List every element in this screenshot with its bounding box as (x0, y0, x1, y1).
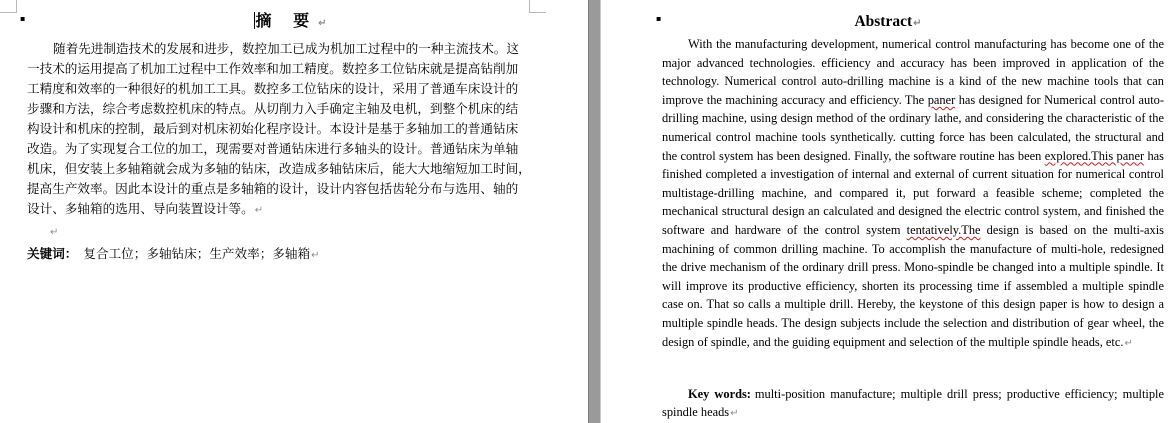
paragraph-mark-icon: ↵ (50, 227, 59, 238)
paragraph-mark-icon: ↵ (730, 408, 739, 419)
bullet-icon: ▪ (656, 14, 662, 23)
chinese-body-line: 构设计和机床的控制，最后到对机床初始化程序设计。本设计是基于多轴加工的普通钻床 (27, 121, 519, 136)
english-abstract-body (662, 35, 1164, 353)
english-body-text: design is based on the multi-axis machining of common drilling machine. To accomplish the manufacture of multi-hole, redesigned the drive mechanism of the ordinary drill press. Mono-spindle be changed into a multiple spindle. It will improve its productive efficiency, shorten its processing time if assembled a multiple spindle case on. That so calls a multiple drill. Hereby, the keystone of this design paper is how to design a multiple spindle heads. The design subjects include the selection and distribution of gear wheel, the design of spindle, and the guiding equipment and selection of the multiple spindle heads, etc. (662, 222, 1164, 349)
bullet-icon: ▪ (20, 14, 26, 23)
spelling-error-word[interactable]: explored.This paner (1044, 148, 1145, 163)
english-body-text: With the manufacturing development, numerical control manufacturing has become one of the major advanced technologies. efficiency and accuracy has been improved in application of the technology. Numerical control auto-drilling machine is a kind of the new machine tools that can improve the machining accuracy and efficiency. The (662, 37, 1164, 107)
paragraph-mark-icon: ↵ (318, 18, 335, 29)
chinese-body-line: 工精度和效率的一种很好的机加工工具。数控多工位钻床的设计，采用了普通车床设计的 (27, 81, 519, 96)
chinese-title (0, 11, 588, 34)
english-body-text: has finished completed a investigation of internal and external of current situation for numerical control multistage-drilling machine, and compared it, put forward a feasible scheme; completed the mechanical structural design an calculated and designed the electric control system, and finished the software and hardware of the control system (662, 148, 1164, 237)
chinese-keywords-label: 关键词： (27, 246, 78, 261)
paragraph-mark-icon: ↵ (254, 205, 264, 216)
chinese-body-line: 步骤和方法，综合考虑数控机床的特点。从切削力入手确定主轴及电机，到整个机床的结 (27, 101, 519, 116)
chinese-keywords-text: 复合工位；多轴钻床；生产效率；多轴箱 (83, 246, 311, 261)
english-body-text: has designed for Numerical control auto-drilling machine, using design method of the ordinary lathe, and considering the characteristic of the numerical control machine tools synthetically. cutting force has been calculated, the structural and the control system has been designed. Finally, the software routine has been (662, 92, 1164, 163)
chinese-body-line-last (27, 199, 530, 221)
chinese-title-text: 摘 要 (255, 11, 318, 30)
english-title-text: Abstract (854, 13, 913, 30)
paragraph-mark-icon: ↵ (311, 250, 320, 261)
page-english-abstract[interactable] (601, 0, 1175, 423)
chinese-body-line: 一技术的运用提高了机加工过程中工作效率和加工精度。数控多工位钻床就是提高钻削加 (27, 61, 519, 76)
spelling-error-word[interactable]: tentatively.The (906, 222, 981, 237)
english-keywords-text: multi-position manufacture; multiple drill press; productive efficiency; multiple spindle heads (662, 387, 1164, 419)
chinese-keywords (27, 244, 319, 266)
chinese-body-line: 改造。为了实现复合工位的加工，现需要对普通钻床进行多轴头的设计。普通钻床为单轴 (27, 141, 519, 156)
paragraph-mark-icon: ↵ (913, 18, 922, 29)
chinese-body-line: 提高生产效率。因此本设计的重点是多轴箱的设计，设计内容包括齿轮分布与选用、轴的 (27, 181, 519, 196)
english-title (601, 12, 1175, 34)
spelling-error-word[interactable]: paner (927, 92, 956, 107)
english-keywords (662, 385, 1164, 423)
text-cursor (254, 12, 255, 29)
chinese-abstract-body (27, 39, 530, 221)
paragraph-mark-icon: ↵ (1124, 337, 1133, 349)
chinese-body-line: 随着先进制造技术的发展和进步，数控加工已成为机加工过程中的一种主流技术。这 (53, 41, 519, 56)
chinese-body-line-text: 设计、多轴箱的选用、导向装置设计等。 (27, 201, 254, 216)
page-gutter (588, 0, 601, 423)
chinese-body-line: 机床，但安装上多轴箱就会成为多轴的钻床，改造成多轴钻床后，能大大地缩短加工时间， (27, 161, 531, 176)
english-keywords-label: Key words: (688, 387, 751, 401)
